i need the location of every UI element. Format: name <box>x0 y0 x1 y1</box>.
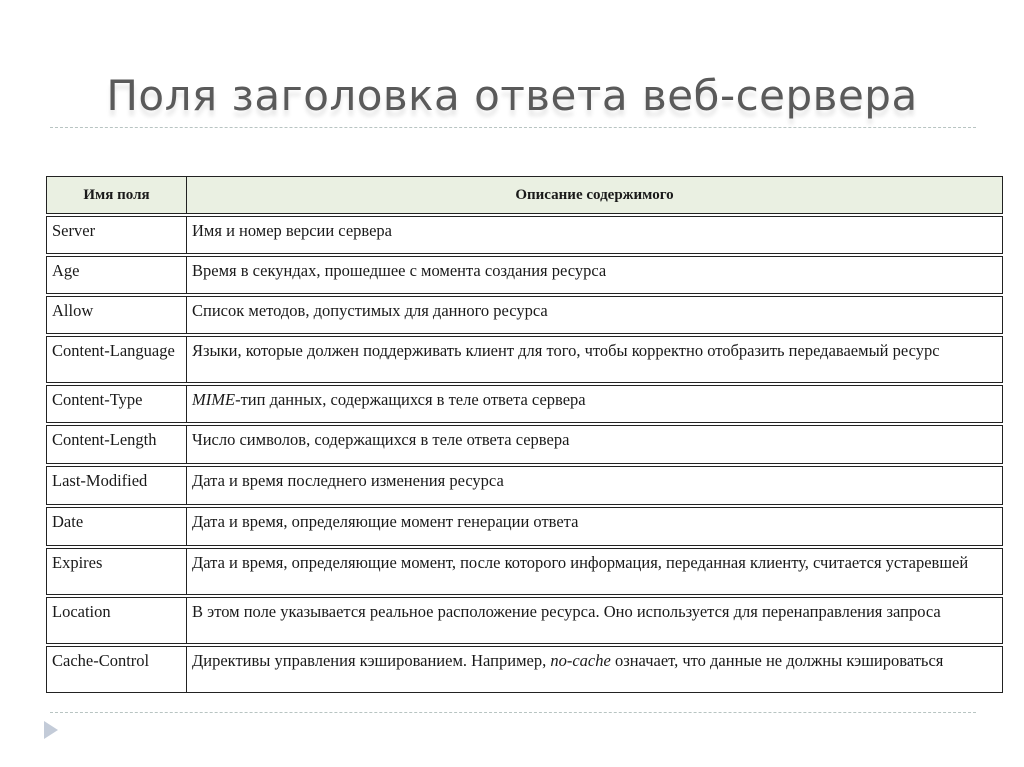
title-divider <box>50 127 976 128</box>
column-header-description: Описание содержимого <box>186 176 1003 214</box>
table-row <box>46 336 1003 383</box>
table-row <box>46 256 1003 294</box>
field-name: Allow <box>46 296 186 334</box>
field-description: Дата и время, определяющие момент, после которого информация, переданная клиенту, считается устаревшей <box>186 548 1003 595</box>
field-name: Date <box>46 507 186 546</box>
field-description: Имя и номер версии сервера <box>186 216 1003 254</box>
no-cache-emphasis: no-cache <box>550 651 611 670</box>
table-row <box>46 646 1003 693</box>
field-name: Expires <box>46 548 186 595</box>
table-row <box>46 216 1003 254</box>
field-description: В этом поле указывается реальное расположение ресурса. Оно используется для перенаправления запроса <box>186 597 1003 644</box>
field-name: Content-Type <box>46 385 186 423</box>
field-description-text: -тип данных, содержащихся в теле ответа сервера <box>235 390 586 409</box>
column-header-field-name: Имя поля <box>46 176 186 214</box>
table-row <box>46 385 1003 423</box>
table-row <box>46 425 1003 464</box>
table-row <box>46 597 1003 644</box>
table-row <box>46 548 1003 595</box>
field-name: Cache-Control <box>46 646 186 693</box>
field-description: Время в секундах, прошедшее с момента создания ресурса <box>186 256 1003 294</box>
footer-divider <box>50 712 976 713</box>
table-row <box>46 507 1003 546</box>
table-header-row <box>46 176 1003 214</box>
field-description <box>186 385 1003 423</box>
next-slide-arrow-icon[interactable] <box>44 721 58 739</box>
field-name: Content-Length <box>46 425 186 464</box>
header-fields-table <box>46 174 1003 695</box>
field-description: Дата и время последнего изменения ресурса <box>186 466 1003 505</box>
field-description-text: Директивы управления кэшированием. Например, <box>192 651 551 670</box>
field-description: Языки, которые должен поддерживать клиент для того, чтобы корректно отобразить передаваемый ресурс <box>186 336 1003 383</box>
field-name: Server <box>46 216 186 254</box>
page-title: Поля заголовка ответа веб-сервера <box>106 71 918 120</box>
field-name: Location <box>46 597 186 644</box>
field-name: Age <box>46 256 186 294</box>
field-description: Число символов, содержащихся в теле ответа сервера <box>186 425 1003 464</box>
field-description-text: означает, что данные не должны кэшироваться <box>610 651 944 670</box>
field-description: Дата и время, определяющие момент генерации ответа <box>186 507 1003 546</box>
mime-emphasis: MIME <box>192 390 236 409</box>
table-row <box>46 296 1003 334</box>
table-row <box>46 466 1003 505</box>
field-name: Content-Language <box>46 336 186 383</box>
field-name: Last-Modified <box>46 466 186 505</box>
field-description <box>186 646 1003 693</box>
field-description: Список методов, допустимых для данного ресурса <box>186 296 1003 334</box>
